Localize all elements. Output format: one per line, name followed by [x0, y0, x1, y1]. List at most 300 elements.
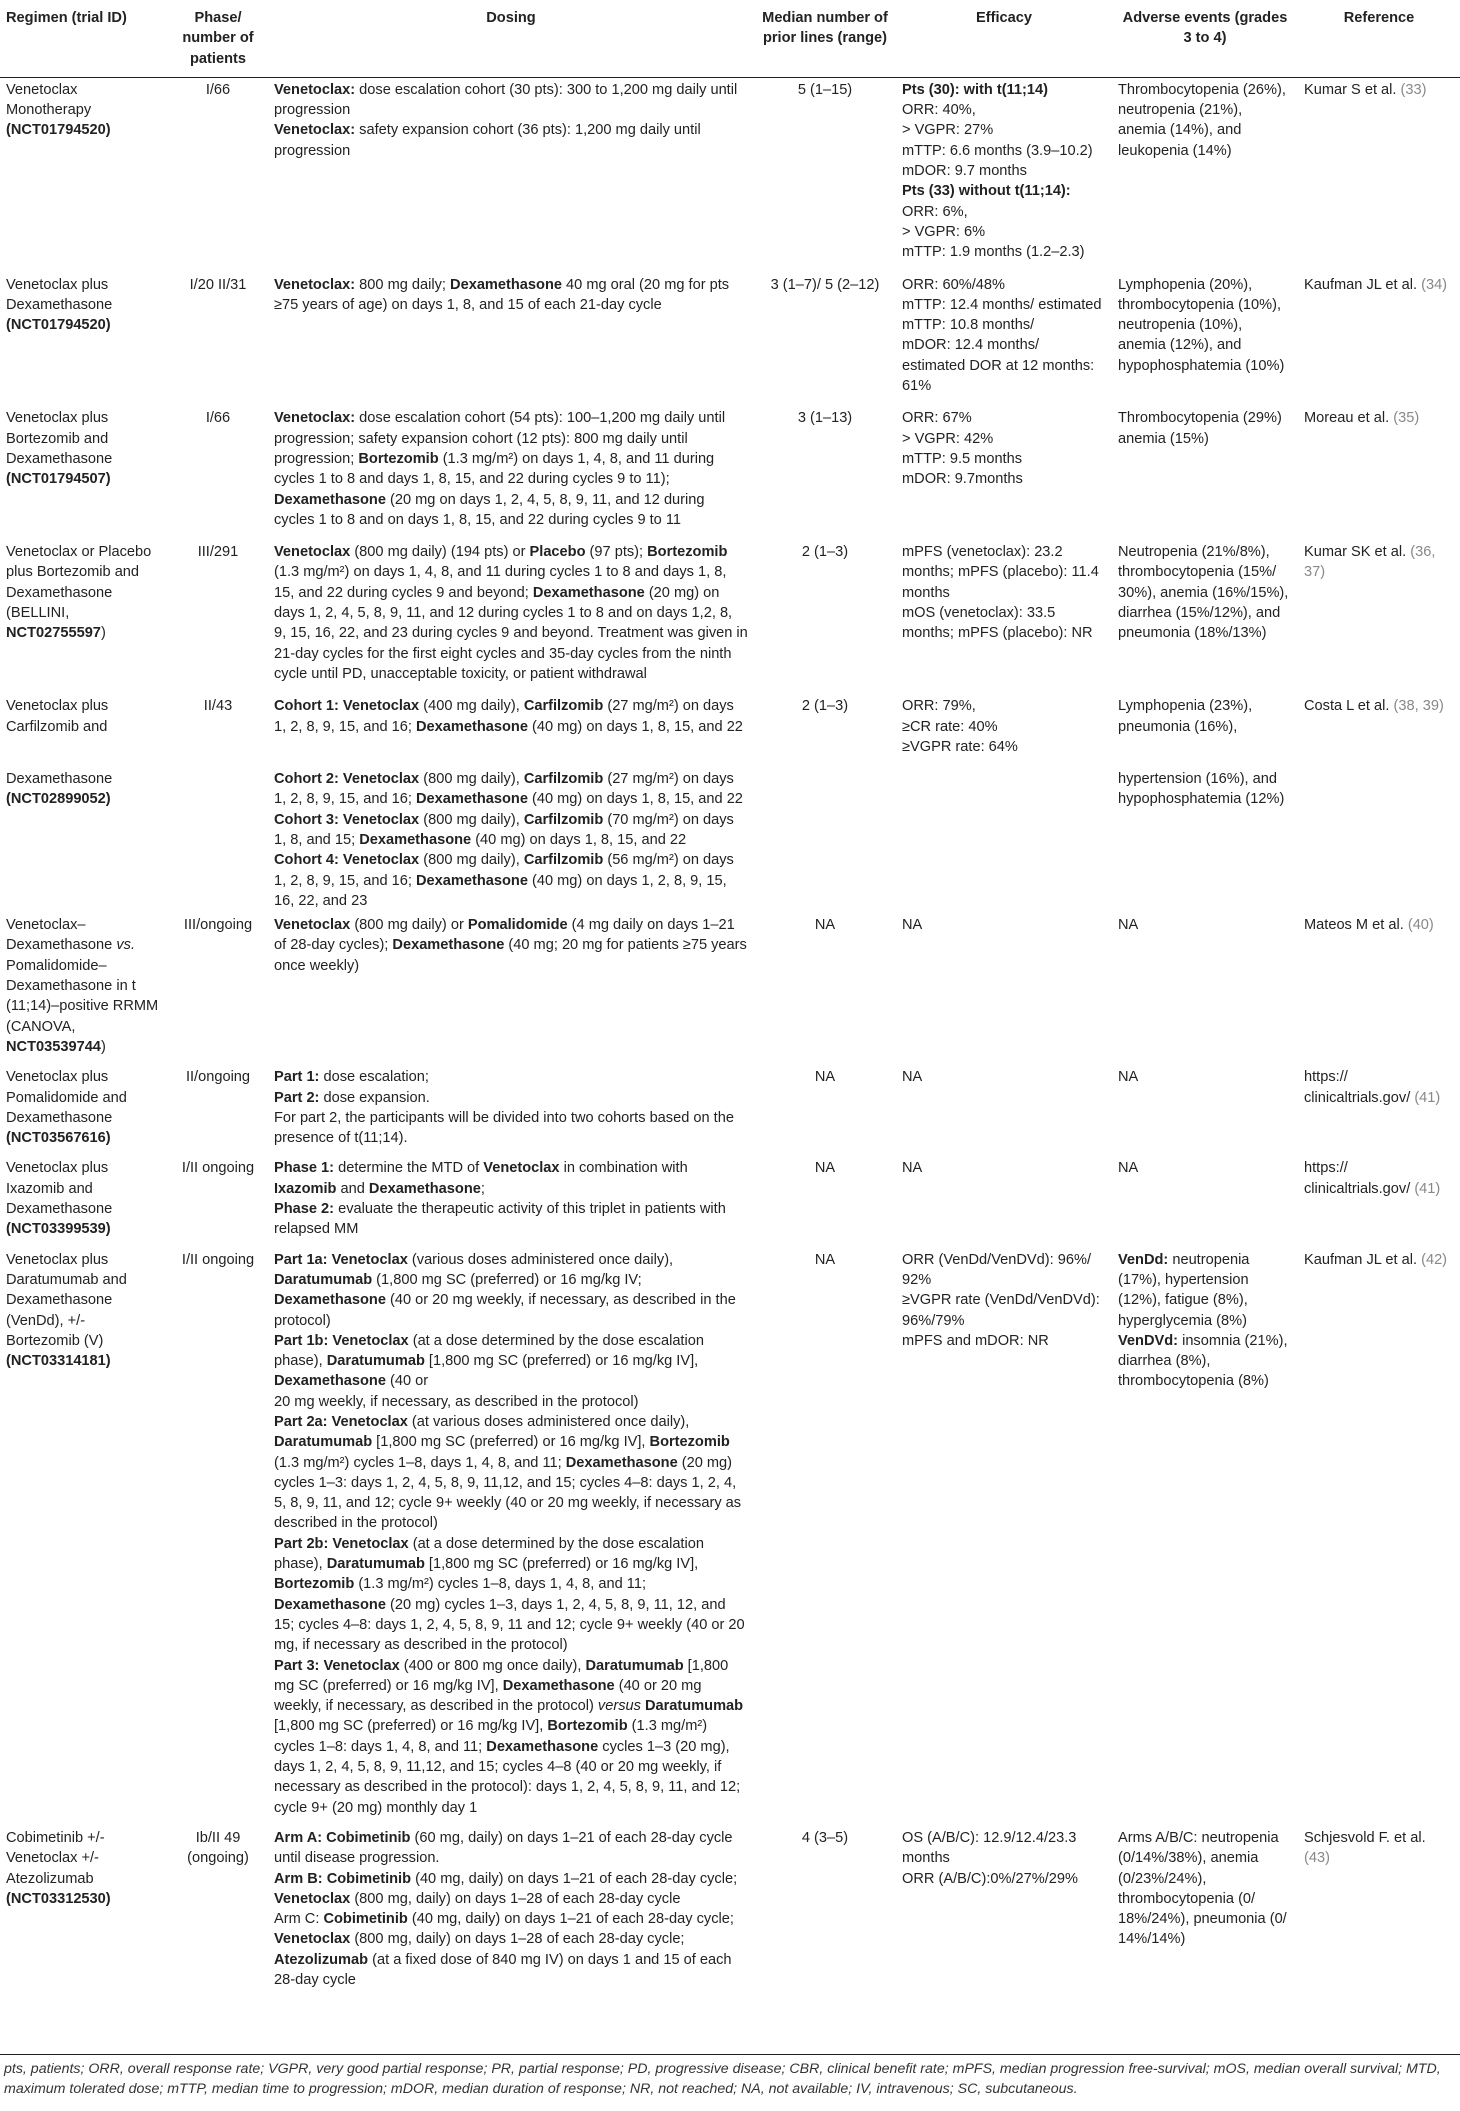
bold-text: NCT02755597 [6, 625, 101, 642]
regimen-cell [0, 1826, 168, 1990]
table-row [0, 1248, 1460, 1826]
text-run: Moreau et al. [1304, 410, 1394, 427]
cell-paragraph [902, 469, 1106, 489]
text-run: mDOR: 12.4 months/ estimated DOR at 12 months: 61% [902, 337, 1095, 395]
adverse-events-cell [1112, 406, 1298, 540]
text-run: (40 mg, daily) on days 1–21 of each 28-day cycle; [411, 1870, 738, 1887]
bold-text: Bortezomib [547, 1718, 628, 1735]
text-run: Venetoclax plus Carfilzomib and [6, 698, 109, 735]
phase-cell: I/66 [205, 410, 231, 427]
reference-cell [1298, 406, 1460, 540]
text-run: (40 mg) on days 1, 8, 15, and 22 [527, 718, 743, 735]
cell-paragraph [274, 1108, 748, 1149]
cell-paragraph [274, 810, 748, 851]
dosing-cell [268, 1065, 754, 1156]
cell-paragraph [902, 408, 1106, 428]
cell-paragraph [902, 449, 1106, 469]
text-run: Venetoclax plus Bortezomib and Dexamethasone [6, 410, 113, 467]
bold-text: Bortezomib [649, 1434, 730, 1451]
text-run: (1.3 mg/m²) on days 1, 4, 8, and 11 during cycles 1 to 8 and days 1, 8, 15, and 22 during cycles 9 to 11); [274, 450, 715, 488]
dosing-cell [268, 694, 754, 767]
bold-text: (NCT01794520) [6, 317, 111, 334]
bold-text: Carfilzomib [523, 811, 604, 828]
citation-number: (40) [1407, 917, 1434, 934]
text-run: NA [902, 1069, 923, 1086]
cell-paragraph [274, 1392, 748, 1412]
cell-paragraph [1118, 80, 1292, 161]
text-run: Venetoclax plus Daratumumab and Dexamethasone (VenDd), +/- Bortezomib (V) [6, 1251, 127, 1349]
text-run: Mateos M et al. [1304, 917, 1408, 934]
text-run: dose expansion. [319, 1089, 430, 1106]
header-reference: Reference [1343, 10, 1415, 26]
text-run: (70 mg/m²) on days 1, 8, and 15; [274, 811, 734, 848]
bold-text: (NCT01794507) [6, 471, 111, 488]
text-run: (40 mg) on days 1, 8, 15, and 22 [471, 831, 687, 848]
text-run: 800 mg daily; [355, 276, 451, 293]
reference-cell [1298, 540, 1460, 694]
table-row [0, 1826, 1460, 1990]
cell-paragraph [274, 80, 748, 121]
dosing-cell [268, 406, 754, 540]
bold-text: Pts (33) without t(11;14): [902, 183, 1071, 200]
bold-text: Part 2b: Venetoclax [274, 1535, 409, 1552]
prior-lines-cell: NA [814, 1069, 836, 1086]
text-run: ORR: 79%, [902, 698, 976, 715]
cell-paragraph [1118, 1158, 1292, 1178]
text-run: Thrombocytopenia (26%), neutropenia (21%), anemia (14%), and leukopenia (14%) [1118, 81, 1286, 159]
table-row [0, 273, 1460, 407]
text-run: (20 mg) cycles 1–3: days 1, 2, 4, 5, 8, 9, 11,12, and 15; cycles 4–8: days 1, 2, 4, 5, 8, 9, 11, and 12; cycle 9+ weekly (40 or 20 mg weekly, if necessary as described in the protocol) [274, 1454, 742, 1532]
bold-text: Pomalidomide [467, 917, 568, 934]
citation-number: (43) [1304, 1850, 1330, 1867]
bold-text: (NCT03312530) [6, 1890, 111, 1907]
bold-text: Venetoclax [274, 1931, 351, 1948]
bold-text: Venetoclax: [274, 81, 356, 98]
phase-cell: II/43 [203, 698, 233, 715]
cell-paragraph [1118, 696, 1292, 737]
cell-paragraph [902, 141, 1106, 161]
text-run: Cobimetinib +/- Venetoclax +/- Atezolizumab [6, 1829, 105, 1887]
bold-text: Cohort 2: Venetoclax [274, 771, 420, 788]
bold-text: Daratumumab [326, 1556, 425, 1573]
cell-paragraph [902, 1067, 1106, 1087]
adverse-events-cell [1112, 1065, 1298, 1156]
citation-number: (38, 39) [1393, 698, 1444, 715]
text-run: insomnia (21%), diarrhea (8%), thrombocytopenia (8%) [1118, 1332, 1288, 1390]
text-run: (40 mg) on days 1, 2, 8, 9, 15, 16, 22, and 23 [274, 872, 727, 909]
cell-paragraph [274, 1869, 748, 1910]
text-run: (800 mg daily) (194 pts) or [350, 544, 530, 561]
text-run: https:// clinicaltrials.gov/ [1304, 1069, 1415, 1106]
citation-number: (33) [1400, 81, 1427, 98]
text-run: (800 mg daily), [419, 852, 524, 869]
efficacy-cell [896, 540, 1112, 694]
cell-paragraph [902, 1331, 1106, 1351]
text-run: ) [100, 625, 106, 642]
phase-cell: III/291 [197, 544, 239, 561]
text-run: in combination with [559, 1160, 688, 1177]
table-row [0, 913, 1460, 1065]
text-run: mTTP: 12.4 months/ estimated mTTP: 10.8 months/ [902, 296, 1102, 334]
bold-text: Dexamethasone [416, 791, 528, 808]
text-run: ≥VGPR rate (VenDd/VenDVd): 96%/79% [902, 1292, 1100, 1329]
text-run: dose escalation cohort (54 pts): 100–1,200 mg daily until progression; safety expansion cohort (12 pts): 800 mg daily until progression; [274, 410, 726, 467]
cell-paragraph [274, 769, 748, 810]
bold-text: VenDVd: [1118, 1332, 1179, 1349]
text-run: cycles 1–3 (20 mg), days 1, 2, 4, 5, 8, 9, 11,12, and 15; cycles 4–8 (40 or 20 mg weekly, if necessary as described in the protocol): days 1, 2, 4, 5, 8, 9, 11, and 12; cycle 9+ (20 mg) monthly day 1 [274, 1738, 741, 1816]
bold-text: Dexamethasone [416, 872, 528, 889]
cell-paragraph [902, 181, 1106, 201]
text-run: Arm C: [274, 1911, 324, 1928]
prior-lines-cell: 3 (1–7)/ 5 (2–12) [770, 276, 880, 293]
cell-paragraph [1118, 769, 1292, 810]
header-efficacy: Efficacy [976, 10, 1032, 26]
bold-text: VenDd: [1118, 1251, 1169, 1268]
cell-paragraph [274, 1199, 748, 1240]
bold-text: Venetoclax [274, 544, 351, 561]
bold-text: (NCT01794520) [6, 122, 111, 139]
bold-text: Atezolizumab [274, 1951, 369, 1968]
table-row [0, 1065, 1460, 1156]
text-run: Lymphopenia (20%), thrombocytopenia (10%), neutropenia (10%), anemia (12%), and hypophosphatemia (10%) [1118, 276, 1285, 374]
reference-cell [1298, 1826, 1460, 1990]
bold-text: Venetoclax [274, 917, 351, 934]
bold-text: Daratumumab [274, 1271, 373, 1288]
cell-paragraph [902, 737, 1106, 757]
text-run: Kaufman JL et al. [1304, 276, 1422, 293]
text-run: (56 mg/m²) on days 1, 2, 8, 9, 15, and 16; [274, 852, 734, 889]
text-run: Venetoclax plus Dexamethasone [6, 276, 113, 313]
efficacy-cell [896, 406, 1112, 540]
regimen-cell [0, 273, 168, 407]
regimen-cell [0, 767, 168, 913]
bold-text: Arm B: Cobimetinib [274, 1870, 412, 1887]
text-run: ; [480, 1180, 485, 1197]
text-run: mDOR: 9.7 months [902, 163, 1027, 180]
cell-paragraph [902, 242, 1106, 262]
phase-cell: III/ongoing [183, 917, 253, 934]
text-run: Lymphopenia (23%), pneumonia (16%), [1118, 698, 1253, 735]
text-run: ORR (VenDd/VenDVd): 96%/ 92% [902, 1251, 1091, 1288]
text-run: Venetoclax plus Pomalidomide and Dexamethasone [6, 1069, 127, 1126]
reference-cell [1298, 694, 1460, 767]
cell-paragraph [274, 1656, 748, 1818]
efficacy-cell [896, 767, 1112, 913]
regimen-cell [0, 1156, 168, 1247]
text-run: ORR: 6%, [902, 203, 968, 220]
cell-paragraph [274, 1412, 748, 1534]
text-run: NA [902, 917, 923, 934]
text-run: (97 pts); [585, 544, 648, 561]
bold-text: (NCT03567616) [6, 1130, 111, 1147]
text-run: > VGPR: 27% [902, 122, 994, 139]
cell-paragraph [902, 1869, 1106, 1889]
regimen-cell [0, 1248, 168, 1826]
cell-paragraph [274, 1909, 748, 1990]
cell-paragraph [902, 161, 1106, 181]
text-run: (20 mg on days 1, 2, 4, 5, 8, 9, 11, and 12 during cycles 1 to 8 and on days 1, 8, 15, and 22 during cycles 9 to 11 [274, 491, 705, 528]
text-run: dose escalation; [319, 1069, 429, 1086]
header-prior-lines: Median number of prior lines (range) [762, 10, 888, 47]
dosing-cell [268, 77, 754, 272]
header-dosing: Dosing [486, 10, 536, 26]
text-run: > VGPR: 42% [902, 430, 994, 447]
cell-paragraph [902, 80, 1106, 100]
text-run: Neutropenia (21%/8%), thrombocytopenia (15%/ 30%), anemia (16%/15%), diarrhea (15%/12%), and pneumonia (18%/13%) [1118, 544, 1289, 642]
footnote-rule [0, 2054, 1460, 2055]
cell-paragraph [274, 120, 748, 161]
prior-lines-cell: 2 (1–3) [801, 544, 849, 561]
cell-paragraph [274, 915, 748, 976]
reference-cell [1298, 1248, 1460, 1826]
text-run: (40 mg) on days 1, 8, 15, and 22 [527, 791, 743, 808]
bold-text: Venetoclax [483, 1160, 560, 1177]
text-run: (1.3 mg/m²) cycles 1–8, days 1, 4, 8, and 11; [274, 1454, 566, 1471]
bold-text: Placebo [529, 544, 586, 561]
text-run: mTTP: 9.5 months [902, 450, 1023, 467]
text-run: Venetoclax plus Ixazomib and Dexamethasone [6, 1160, 113, 1218]
adverse-events-cell [1112, 273, 1298, 407]
text-run: mPFS (venetoclax): 23.2 months; mPFS (placebo): 11.4 months [902, 544, 1099, 601]
table-row [0, 77, 1460, 272]
bold-text: Daratumumab [326, 1353, 425, 1370]
phase-cell: I/66 [205, 81, 231, 98]
phase-cell: I/20 II/31 [189, 276, 247, 293]
dosing-cell [268, 1248, 754, 1826]
text-run: ≥VGPR rate: 64% [902, 738, 1018, 755]
bold-text: Part 3: Venetoclax [274, 1657, 400, 1674]
text-run: (60 mg, daily) on days 1–21 of each 28-day cycle until disease progression. [274, 1829, 733, 1867]
cell-paragraph [274, 1067, 748, 1087]
cell-paragraph [1118, 1828, 1292, 1950]
cell-paragraph [274, 1088, 748, 1108]
bold-text: Cohort 3: Venetoclax [274, 811, 420, 828]
cell-paragraph [902, 696, 1106, 716]
cell-paragraph [274, 696, 748, 737]
text-run: Costa L et al. [1304, 698, 1394, 715]
cell-paragraph [902, 915, 1106, 935]
cell-paragraph [274, 1250, 748, 1331]
text-run: (800 mg daily), [419, 811, 524, 828]
prior-lines-cell: 4 (3–5) [801, 1829, 849, 1846]
text-run: Schjesvold F. et al. [1304, 1829, 1426, 1846]
bold-text: Daratumumab [274, 1434, 373, 1451]
bold-text: Bortezomib [358, 450, 439, 467]
text-run: 20 mg weekly, if necessary, as described in the protocol) [274, 1393, 639, 1410]
efficacy-cell [896, 694, 1112, 767]
adverse-events-cell [1112, 77, 1298, 272]
regimen-cell [0, 694, 168, 767]
citation-number: (34) [1421, 276, 1448, 293]
text-run: (800 mg daily), [419, 771, 524, 788]
bold-text: Daratumumab [644, 1698, 744, 1715]
cell-paragraph [274, 542, 748, 684]
text-run: [1,800 mg SC (preferred) or 16 mg/kg IV], [372, 1434, 650, 1451]
table-row [0, 694, 1460, 767]
cell-paragraph [902, 120, 1106, 140]
bold-text: Carfilzomib [523, 771, 604, 788]
efficacy-cell [896, 1248, 1112, 1826]
efficacy-cell [896, 273, 1112, 407]
prior-lines-cell: 2 (1–3) [801, 698, 849, 715]
cell-paragraph [274, 275, 748, 316]
text-run: evaluate the therapeutic activity of this triplet in patients with relapsed MM [274, 1201, 726, 1238]
text-run: mOS (venetoclax): 33.5 months; mPFS (placebo): NR [902, 605, 1093, 642]
cell-paragraph [1118, 408, 1292, 449]
bold-text: Dexamethasone [450, 276, 562, 293]
table-header-row [0, 0, 1460, 77]
dosing-cell [268, 1826, 754, 1990]
text-run: (40 mg; 20 mg for patients ≥75 years once weekly) [274, 937, 747, 974]
cell-paragraph [902, 717, 1106, 737]
bold-text: Venetoclax: [274, 276, 356, 293]
regimen-cell [0, 77, 168, 272]
table-row [0, 406, 1460, 540]
dosing-cell [268, 767, 754, 913]
efficacy-cell [896, 1826, 1112, 1990]
text-run: OS (A/B/C): 12.9/12.4/23.3 months [902, 1829, 1077, 1867]
efficacy-cell [896, 1065, 1112, 1156]
regimen-cell [0, 406, 168, 540]
phase-cell: II/ongoing [185, 1069, 251, 1086]
bold-text: Cobimetinib [323, 1911, 408, 1928]
bold-text: Cohort 1: Venetoclax [274, 698, 420, 715]
text-run: mTTP: 6.6 months (3.9–10.2) [902, 142, 1093, 159]
prior-lines-cell: 3 (1–13) [797, 410, 853, 427]
bold-text: Part 1b: Venetoclax [274, 1332, 409, 1349]
regimen-cell [0, 540, 168, 694]
text-run: NA [1118, 917, 1139, 934]
bold-text: Bortezomib [647, 544, 728, 561]
bold-text: Venetoclax [274, 1890, 351, 1907]
dosing-cell [268, 540, 754, 694]
text-run: versus [597, 1698, 641, 1715]
text-run: mTTP: 1.9 months (1.2–2.3) [902, 244, 1085, 261]
bold-text: Dexamethasone [274, 1596, 386, 1613]
regimen-cell [0, 913, 168, 1065]
header-adverse-events: Adverse events (grades 3 to 4) [1122, 10, 1288, 47]
adverse-events-cell [1112, 1248, 1298, 1826]
bold-text: Dexamethasone [368, 1180, 481, 1197]
bold-text: Dexamethasone [486, 1738, 599, 1755]
cell-paragraph [902, 1828, 1106, 1869]
text-run: (at a dose determined by the dose escalation phase), [274, 1332, 704, 1370]
text-run: (40 mg, daily) on days 1–21 of each 28-day cycle; [407, 1911, 734, 1928]
text-run: NA [1118, 1160, 1139, 1177]
efficacy-cell [896, 913, 1112, 1065]
text-run: (400 or 800 mg once daily), [399, 1657, 586, 1674]
text-run: [1,800 mg SC (preferred) or 16 mg/kg IV], [424, 1353, 699, 1370]
text-run: (40 or [385, 1373, 429, 1390]
cell-paragraph [902, 1158, 1106, 1178]
efficacy-cell [896, 1156, 1112, 1247]
bold-text: (NCT03399539) [6, 1221, 111, 1238]
bold-text: Carfilzomib [523, 852, 604, 869]
phase-cell: Ib/II 49 (ongoing) [187, 1829, 249, 1867]
text-run: [1,800 mg SC (preferred) or 16 mg/kg IV], [274, 1657, 729, 1694]
prior-lines-cell: NA [814, 917, 836, 934]
text-run: Venetoclax Monotherapy [6, 81, 92, 119]
cell-paragraph [902, 202, 1106, 222]
header-phase: Phase/ number of patients [182, 10, 254, 67]
bold-text: Dexamethasone [359, 831, 472, 848]
adverse-events-cell [1112, 1156, 1298, 1247]
reference-cell [1298, 77, 1460, 272]
citation-number: (35) [1393, 410, 1420, 427]
bold-text: Dexamethasone [532, 584, 645, 601]
text-run: (4 mg daily on days 1–21 of 28-day cycles); [274, 917, 735, 954]
text-run: dose escalation cohort (30 pts): 300 to 1,200 mg daily until progression [274, 81, 738, 119]
text-run: (20 mg) cycles 1–3, days 1, 2, 4, 5, 8, 9, 11, 12, and 15; cycles 4–8: days 1, 2, 4, 5, 8, 9, 11 and 12; cycle 9+ weekly (40 or 20 mg, if necessary as described in the protocol) [274, 1596, 745, 1654]
prior-lines-cell [754, 767, 896, 913]
table-row [0, 1156, 1460, 1247]
text-run: (at a fixed dose of 840 mg IV) on days 1 and 15 of each 28-day cycle [274, 1951, 732, 1989]
text-run: NA [902, 1160, 923, 1177]
text-run: [1,800 mg SC (preferred) or 16 mg/kg IV], [274, 1718, 548, 1735]
bold-text: NCT03539744 [6, 1038, 101, 1055]
reference-cell [1298, 273, 1460, 407]
text-run: (1.3 mg/m²) on days 1, 4, 8, and 11 during cycles 1 to 8 and days 1, 8, 15, and 22 during cycles 9 and beyond; [274, 564, 727, 601]
bold-text: Ixazomib [274, 1180, 337, 1197]
text-run: 40 mg oral (20 mg for pts ≥75 years of age) on days 1, 8, and 15 of each 21-day cycle [274, 276, 730, 313]
text-run: (800 mg daily) or [350, 917, 468, 934]
table-row [0, 767, 1460, 913]
bold-text: Phase 2: [274, 1201, 335, 1218]
bold-text: Part 1a: Venetoclax [274, 1251, 408, 1268]
text-run: > VGPR: 6% [902, 223, 986, 240]
bold-text: Bortezomib [274, 1576, 355, 1593]
text-run: Venetoclax or Placebo plus Bortezomib and Dexamethasone (BELLINI, [6, 544, 152, 622]
footnote: pts, patients; ORR, overall response rate; VGPR, very good partial response; PR, partial response; PD, progressive disease; CBR, clinical benefit rate; mPFS, median progression free-survival; mOS, median overall survival; MTD, maximum tolerated dose; mTTP, median time to progression; mDOR, median duration of response; NR, not reached; NA, not available; IV, intravenous; SC, subcutaneous. [4, 2061, 1441, 2097]
reference-cell [1298, 1065, 1460, 1156]
text-run: For part 2, the participants will be divided into two cohorts based on the presence of t(11;14). [274, 1109, 734, 1147]
cell-paragraph [274, 1828, 748, 1869]
text-run: (40 or 20 mg weekly, if necessary, as described in the protocol) [274, 1677, 702, 1715]
text-run: (27 mg/m²) on days 1, 2, 8, 9, 15, and 16; [274, 771, 734, 808]
bold-text: (NCT02899052) [6, 791, 111, 808]
dosing-cell [268, 1156, 754, 1247]
text-run: https:// clinicaltrials.gov/ [1304, 1160, 1415, 1197]
text-run: neutropenia (17%), hypertension (12%), fatigue (8%), hyperglycemia (8%) [1118, 1251, 1250, 1329]
cell-paragraph [1118, 275, 1292, 376]
reference-cell [1298, 1156, 1460, 1247]
reference-cell [1298, 913, 1460, 1065]
bold-text: Carfilzomib [523, 698, 604, 715]
text-run: Arms A/B/C: neutropenia (0/14%/38%), anemia (0/23%/24%), thrombocytopenia (0/ 18%/24%), pneumonia (0/ 14%/14%) [1118, 1829, 1287, 1948]
text-run: ) [100, 1038, 106, 1055]
cell-paragraph [902, 222, 1106, 242]
bold-text: Arm A: Cobimetinib [274, 1829, 411, 1846]
prior-lines-cell: NA [814, 1251, 836, 1268]
bold-text: Dexamethasone [274, 1292, 386, 1309]
bold-text: Dexamethasone [502, 1677, 615, 1694]
text-run: Kaufman JL et al. [1304, 1251, 1422, 1268]
cell-paragraph [1118, 1067, 1292, 1087]
cell-paragraph [902, 542, 1106, 603]
text-run: vs. [116, 937, 135, 954]
text-run: determine the MTD of [334, 1160, 484, 1177]
phase-cell: I/II ongoing [181, 1251, 255, 1268]
text-run: ORR: 60%/48% [902, 276, 1006, 293]
bold-text: Cohort 4: Venetoclax [274, 852, 420, 869]
bold-text: Phase 1: [274, 1160, 335, 1177]
cell-paragraph [902, 295, 1106, 336]
text-run: and [336, 1180, 369, 1197]
phase-cell: I/II ongoing [181, 1160, 255, 1177]
cell-paragraph [274, 1331, 748, 1392]
text-run: Kumar S et al. [1304, 81, 1401, 98]
text-run: Dexamethasone [6, 771, 113, 788]
